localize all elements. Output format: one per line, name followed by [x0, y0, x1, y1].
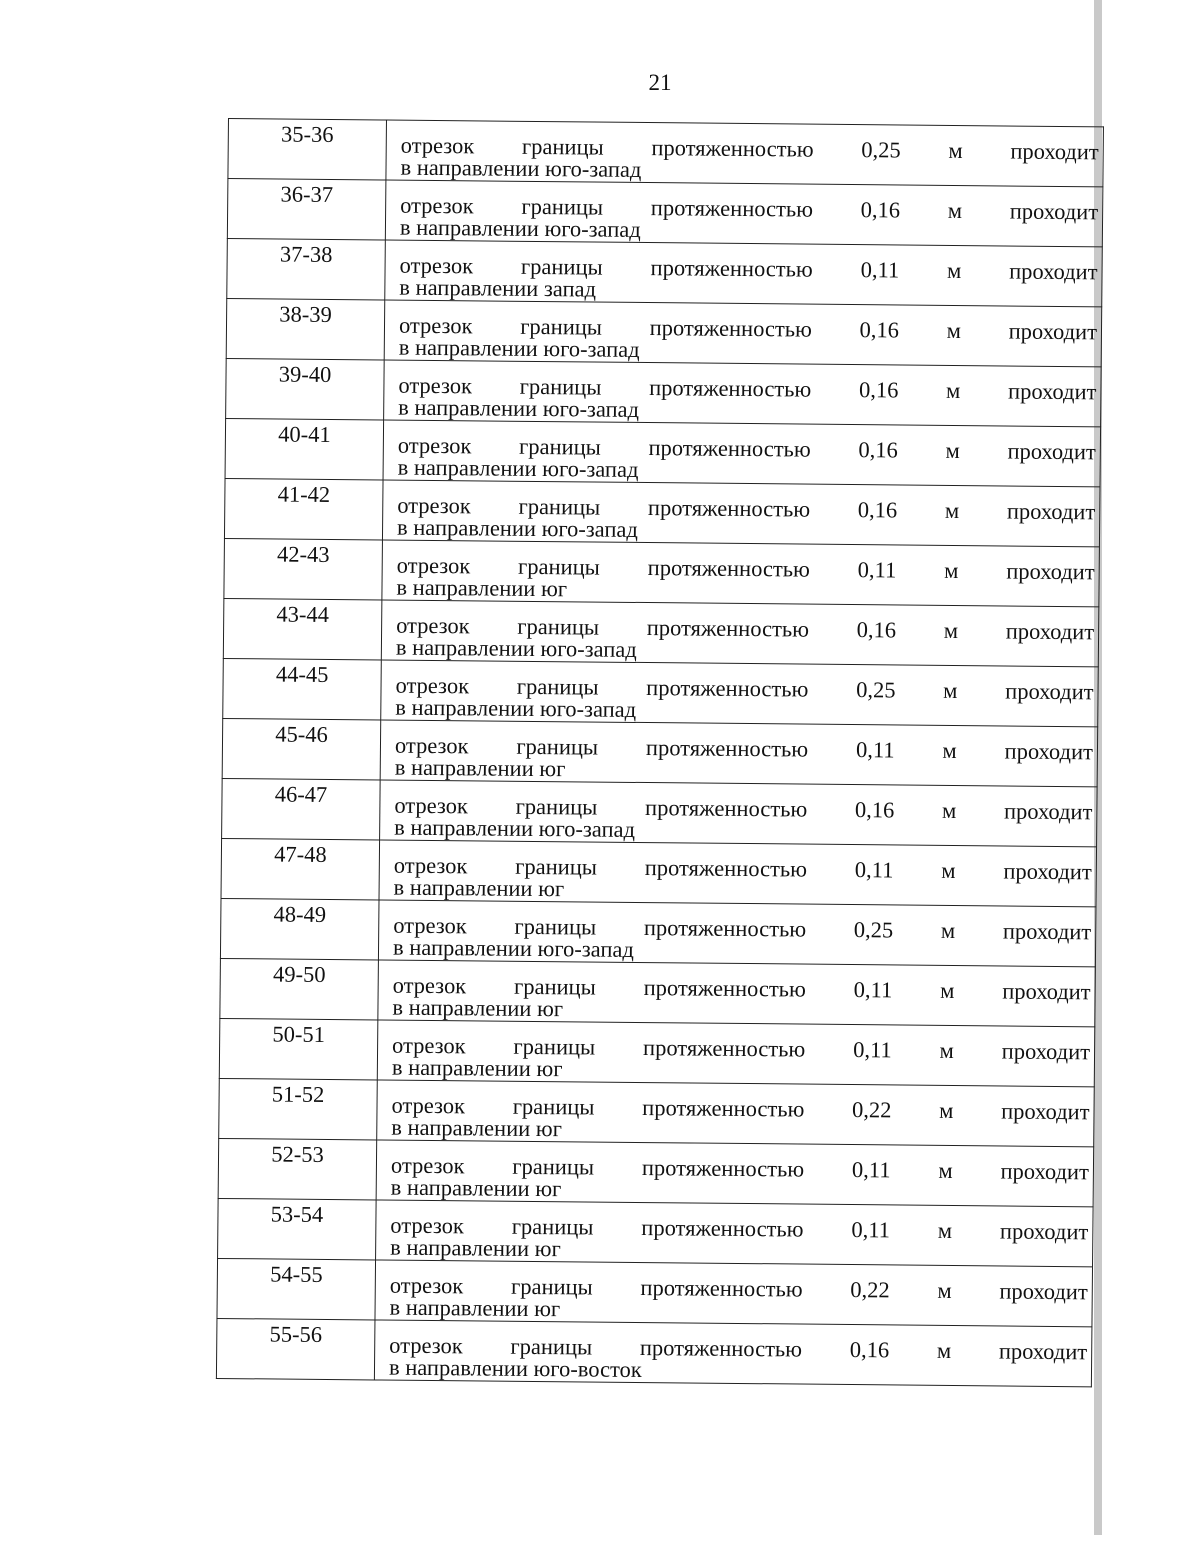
unit-label: м — [937, 1217, 953, 1244]
description-cell — [381, 600, 1099, 667]
word-segment: отрезок — [392, 972, 467, 999]
segment-cell — [220, 958, 379, 1020]
word-passes: проходит — [1000, 1158, 1089, 1185]
word-boundary: границы — [519, 373, 602, 400]
word-length: протяженностью — [651, 135, 814, 162]
word-passes: проходит — [1005, 678, 1094, 705]
table-row — [224, 538, 1100, 606]
description-cell — [374, 1320, 1092, 1387]
table-row — [222, 718, 1098, 786]
direction-value: юг — [534, 1295, 561, 1322]
word-passes: проходит — [1009, 198, 1099, 225]
length-value: 0,25 — [853, 917, 894, 943]
segment-label: 53-54 — [270, 1201, 324, 1227]
word-length: протяженностью — [649, 315, 812, 342]
word-passes: проходит — [1003, 858, 1092, 885]
word-segment: отрезок — [389, 1332, 463, 1359]
segment-cell — [218, 1138, 377, 1200]
word-boundary: границы — [510, 1273, 593, 1300]
word-length: протяженностью — [642, 1035, 806, 1062]
direction-prefix: в направлении — [393, 874, 533, 901]
length-value: 0,11 — [853, 1037, 892, 1063]
word-length: протяженностью — [644, 795, 808, 822]
unit-label: м — [943, 617, 959, 644]
length-value: 0,25 — [861, 137, 901, 163]
segment-label: 47-48 — [274, 841, 327, 867]
direction-value: юг — [535, 1175, 562, 1202]
word-length: протяженностью — [648, 435, 811, 462]
word-segment: отрезок — [390, 1152, 465, 1179]
direction-value: юг — [540, 576, 568, 602]
word-segment: отрезок — [394, 792, 469, 819]
segment-cell — [220, 898, 379, 960]
segment-label: 42-43 — [276, 541, 330, 567]
word-boundary: границы — [516, 733, 599, 760]
word-passes: проходит — [1007, 378, 1097, 405]
word-passes: проходит — [999, 1278, 1088, 1305]
word-boundary: границы — [513, 973, 596, 1000]
word-length: протяженностью — [639, 1335, 803, 1362]
word-segment: отрезок — [397, 432, 472, 459]
direction-prefix: в направлении — [394, 754, 534, 781]
word-passes: проходит — [998, 1338, 1088, 1365]
description-cell — [377, 1020, 1095, 1087]
description-cell — [379, 840, 1097, 907]
direction-prefix: в направлении — [392, 934, 533, 961]
word-segment: отрезок — [396, 552, 471, 579]
word-boundary: границы — [516, 673, 599, 700]
segment-label: 36-37 — [280, 181, 334, 208]
word-segment: отрезок — [390, 1212, 465, 1239]
direction-value: юг — [538, 876, 565, 902]
word-segment: отрезок — [393, 912, 467, 939]
word-boundary: границы — [518, 493, 601, 520]
word-length: протяженностью — [646, 675, 809, 702]
segment-cell — [217, 1258, 376, 1320]
segment-label: 38-39 — [279, 301, 332, 328]
word-length: протяженностью — [650, 195, 814, 222]
table-row — [220, 958, 1096, 1026]
segment-cell — [221, 838, 380, 900]
word-boundary: границы — [511, 1213, 594, 1240]
table-row — [226, 298, 1102, 366]
length-value: 0,25 — [856, 677, 896, 703]
direction-value: юго-запад — [540, 636, 637, 662]
table-row — [225, 418, 1101, 486]
direction-value: юго-запад — [537, 936, 635, 962]
unit-label: м — [938, 1157, 953, 1184]
table-row — [216, 1318, 1092, 1386]
table-row — [220, 898, 1096, 966]
direction-value: юго-запад — [542, 456, 639, 482]
table-body — [216, 119, 1103, 1387]
table-row — [219, 1018, 1095, 1086]
word-passes: проходит — [1005, 618, 1095, 645]
segment-cell — [222, 778, 381, 840]
description-cell — [377, 1080, 1095, 1147]
direction-prefix: в направлении — [390, 1234, 530, 1261]
word-segment: отрезок — [397, 492, 471, 519]
segment-label: 44-45 — [275, 661, 329, 687]
word-length: протяженностью — [649, 375, 812, 402]
length-value: 0,16 — [860, 197, 901, 223]
unit-label: м — [939, 1037, 954, 1064]
table-row — [228, 119, 1104, 187]
page-number: 21 — [648, 70, 672, 95]
length-value: 0,22 — [850, 1277, 890, 1303]
word-segment: отрезок — [395, 672, 470, 699]
unit-label: м — [944, 497, 960, 524]
segment-cell — [218, 1198, 377, 1260]
word-length: протяженностью — [642, 1095, 805, 1122]
description-cell — [376, 1140, 1094, 1207]
segment-label: 40-41 — [278, 421, 331, 447]
description-cell — [386, 120, 1104, 187]
direction-prefix: в направлении — [394, 814, 534, 841]
segment-label: 45-46 — [275, 721, 328, 747]
table-row — [218, 1198, 1094, 1266]
word-boundary: границы — [517, 613, 600, 640]
word-boundary: границы — [512, 1093, 595, 1120]
unit-label: м — [946, 377, 961, 404]
direction-prefix: в направлении — [395, 634, 535, 661]
description-cell — [380, 720, 1098, 787]
unit-label: м — [936, 1337, 952, 1363]
segment-label: 49-50 — [272, 961, 326, 987]
segment-cell — [227, 179, 386, 241]
segment-label: 43-44 — [276, 601, 330, 627]
length-value: 0,11 — [855, 737, 895, 763]
word-segment: отрезок — [398, 372, 473, 399]
segment-cell — [228, 119, 387, 181]
word-length: протяженностью — [641, 1215, 804, 1242]
word-passes: проходит — [1007, 438, 1096, 465]
segment-cell — [223, 598, 382, 660]
length-value: 0,11 — [853, 977, 893, 1003]
segment-label: 50-51 — [272, 1021, 326, 1047]
word-length: протяженностью — [641, 1155, 805, 1182]
word-boundary: границы — [510, 1333, 593, 1360]
table-row — [217, 1258, 1093, 1326]
direction-value: юго-запад — [542, 396, 640, 422]
direction-prefix: в направлении — [400, 154, 540, 181]
word-passes: проходит — [1001, 1038, 1091, 1065]
length-value: 0,11 — [860, 257, 900, 283]
segment-cell — [224, 478, 383, 540]
word-passes: проходит — [1009, 258, 1098, 285]
table-row — [223, 658, 1099, 726]
description-cell — [382, 540, 1100, 607]
word-segment: отрезок — [400, 132, 475, 159]
direction-prefix: в направлении — [396, 514, 537, 541]
word-boundary: границы — [513, 1033, 596, 1060]
word-segment: отрезок — [391, 1092, 466, 1119]
description-cell — [384, 360, 1102, 427]
direction-value: юг — [536, 1056, 563, 1082]
unit-label: м — [941, 857, 956, 884]
word-boundary: границы — [520, 313, 603, 340]
table-row — [227, 179, 1103, 247]
word-length: протяженностью — [650, 255, 813, 282]
segment-cell — [224, 538, 383, 600]
direction-value: юго-запад — [541, 516, 639, 542]
word-length: протяженностью — [643, 915, 807, 942]
word-segment: отрезок — [400, 192, 474, 219]
direction-value: юг — [535, 1116, 563, 1142]
word-boundary: границы — [514, 913, 597, 940]
word-passes: проходит — [1008, 318, 1098, 345]
length-value: 0,22 — [851, 1097, 892, 1123]
segment-cell — [223, 658, 382, 720]
direction-prefix: в направлении — [391, 1114, 531, 1141]
unit-label: м — [948, 137, 963, 164]
direction-prefix: в направлении — [398, 394, 538, 421]
word-passes: проходит — [1002, 918, 1092, 945]
segment-label: 39-40 — [278, 361, 332, 388]
word-passes: проходит — [1002, 978, 1091, 1005]
unit-label: м — [939, 1097, 954, 1124]
direction-value: юго-запад — [538, 816, 636, 842]
word-passes: проходит — [1001, 1098, 1090, 1125]
word-boundary: границы — [520, 253, 603, 280]
direction-value: юго-запад — [544, 216, 641, 242]
description-cell — [384, 300, 1102, 367]
description-cell — [378, 900, 1096, 967]
word-segment: отрезок — [391, 1032, 466, 1059]
direction-prefix: в направлении — [397, 454, 537, 481]
length-value: 0,11 — [857, 557, 897, 583]
description-cell — [376, 1200, 1094, 1267]
segment-cell — [219, 1078, 378, 1140]
length-value: 0,16 — [849, 1337, 890, 1363]
table-row — [224, 478, 1100, 546]
direction-prefix: в направлении — [390, 1174, 530, 1201]
word-boundary: границы — [515, 853, 598, 880]
word-passes: проходит — [1003, 798, 1093, 825]
description-cell — [375, 1260, 1093, 1327]
unit-label: м — [947, 197, 963, 224]
unit-label: м — [941, 797, 957, 824]
word-passes: проходит — [1004, 738, 1094, 765]
boundary-segments-table — [216, 118, 1104, 1387]
direction-prefix: в направлении — [392, 994, 532, 1021]
unit-label: м — [940, 977, 955, 1004]
word-length: протяженностью — [640, 1275, 803, 1302]
segment-label: 54-55 — [270, 1261, 323, 1287]
word-length: протяженностью — [647, 495, 811, 522]
segment-label: 48-49 — [273, 901, 327, 927]
length-value: 0,16 — [858, 377, 899, 403]
length-value: 0,16 — [854, 797, 895, 823]
segment-cell — [226, 358, 385, 420]
direction-value: юго-запад — [539, 696, 637, 722]
segment-label: 37-38 — [279, 241, 333, 268]
segment-cell — [222, 718, 381, 780]
unit-label: м — [940, 917, 956, 944]
length-value: 0,16 — [856, 617, 897, 643]
unit-label: м — [937, 1277, 952, 1304]
direction-prefix: в направлении — [399, 274, 539, 301]
description-cell — [383, 420, 1101, 487]
description-cell — [378, 960, 1096, 1027]
word-segment: отрезок — [393, 852, 468, 879]
description-cell — [385, 240, 1103, 307]
word-segment: отрезок — [399, 252, 474, 279]
segment-label: 35-36 — [280, 121, 334, 148]
table-row — [223, 598, 1099, 666]
direction-prefix: в направлении — [399, 214, 540, 241]
word-segment: отрезок — [398, 312, 473, 339]
description-cell — [385, 180, 1103, 247]
direction-prefix: в направлении — [395, 694, 535, 721]
unit-label: м — [945, 437, 960, 464]
direction-prefix: в направлении — [389, 1294, 529, 1321]
word-boundary: границы — [521, 193, 604, 220]
word-length: протяженностью — [646, 615, 810, 642]
table-row — [222, 778, 1098, 846]
direction-prefix: в направлении — [388, 1354, 529, 1381]
segment-label: 52-53 — [271, 1141, 324, 1167]
segment-cell — [225, 418, 384, 480]
word-boundary: границы — [517, 553, 600, 580]
unit-label: м — [943, 677, 958, 704]
word-length: протяженностью — [645, 735, 809, 762]
word-boundary: границы — [515, 793, 598, 820]
direction-prefix: в направлении — [396, 574, 536, 601]
unit-label: м — [942, 737, 957, 764]
word-boundary: границы — [521, 133, 604, 160]
length-value: 0,16 — [859, 317, 900, 343]
length-value: 0,16 — [858, 437, 898, 463]
segment-label: 46-47 — [274, 781, 328, 807]
direction-prefix: в направлении — [398, 334, 538, 361]
boundary-table-wrap — [216, 118, 1104, 1387]
word-segment: отрезок — [394, 732, 469, 759]
table-row — [218, 1138, 1094, 1206]
word-passes: проходит — [1010, 138, 1099, 165]
length-value: 0,11 — [851, 1217, 891, 1243]
unit-label: м — [944, 557, 959, 584]
direction-value: запад — [543, 276, 597, 302]
segment-cell — [219, 1018, 378, 1080]
direction-value: юг — [534, 1235, 561, 1262]
word-length: протяженностью — [643, 975, 806, 1002]
unit-label: м — [946, 317, 962, 344]
table-row — [227, 238, 1103, 306]
segment-cell — [227, 238, 386, 300]
segment-label: 55-56 — [269, 1321, 323, 1347]
direction-value: юго-запад — [543, 336, 640, 362]
word-length: протяженностью — [647, 555, 810, 582]
word-passes: проходит — [999, 1218, 1089, 1245]
word-segment: отрезок — [389, 1272, 464, 1299]
segment-label: 41-42 — [277, 481, 331, 507]
word-passes: проходит — [1006, 498, 1096, 525]
word-boundary: границы — [512, 1153, 595, 1180]
direction-value: юг — [539, 756, 566, 782]
segment-cell — [226, 298, 385, 360]
segment-label: 51-52 — [271, 1081, 325, 1107]
table-row — [221, 838, 1097, 906]
word-boundary: границы — [518, 433, 601, 460]
description-cell — [382, 480, 1100, 547]
length-value: 0,11 — [854, 857, 894, 883]
direction-value: юго-восток — [533, 1355, 642, 1383]
segment-cell — [216, 1318, 375, 1380]
description-cell — [381, 660, 1099, 727]
word-passes: проходит — [1006, 558, 1095, 585]
direction-prefix: в направлении — [391, 1054, 531, 1081]
description-cell — [380, 780, 1098, 847]
table-row — [219, 1078, 1095, 1146]
word-length: протяженностью — [644, 855, 808, 882]
length-value: 0,11 — [851, 1157, 891, 1183]
unit-label: м — [946, 257, 962, 284]
word-segment: отрезок — [396, 612, 470, 639]
direction-value: юг — [536, 996, 564, 1022]
table-row — [226, 358, 1102, 426]
direction-value: юго-запад — [544, 156, 642, 182]
length-value: 0,16 — [857, 497, 898, 523]
